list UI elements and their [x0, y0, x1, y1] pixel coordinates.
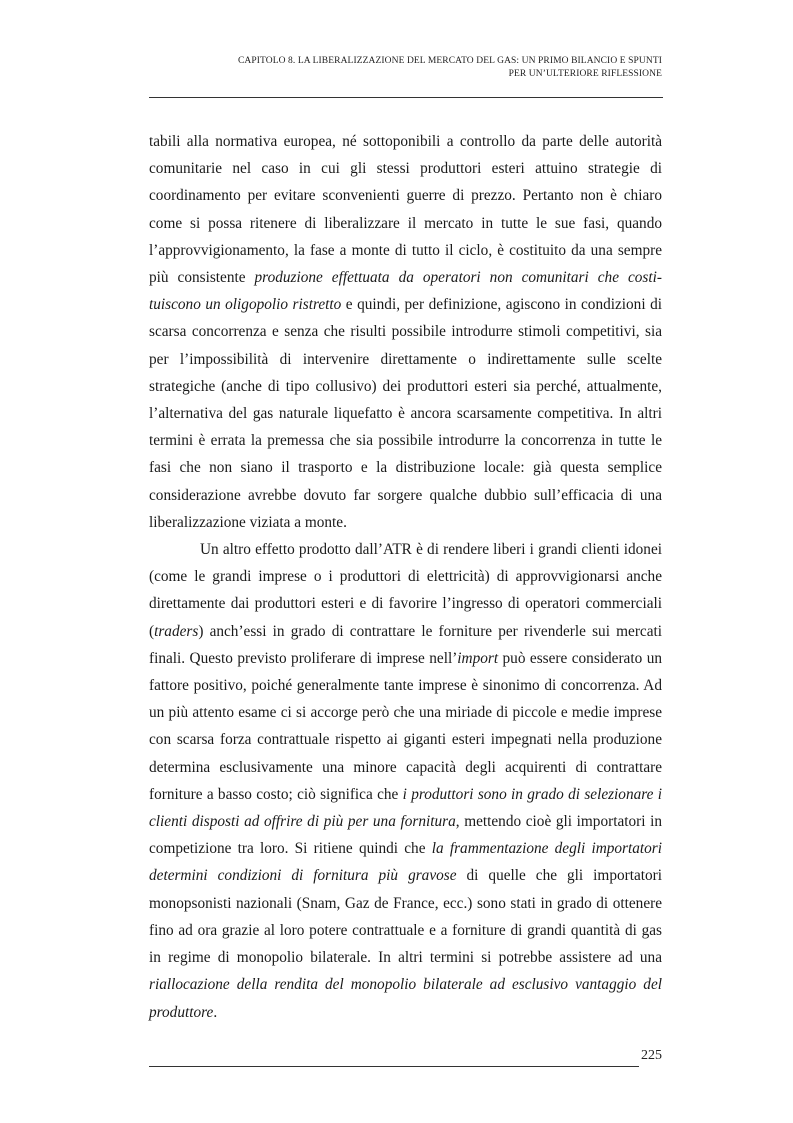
paragraph-1-text: e quindi, per definizione, agiscono in condizioni di scarsa concorrenza e senza che risulti possibile introdurre stimoli competitivi, sia per l’impossibilità di intervenire direttamente o indirettamente sulle scelte strategiche (anche di tipo collusivo) dei produttori esteri sia perché, attualmente, l’alternativa del gas naturale liquefatto è ancora scarsamente competitiva. In altri termini è errata la premessa che sia possibile introdurre la concorrenza in tutte le fasi che non siano il trasporto e la distribuzione locale: già questa semplice considerazione avrebbe dovuto far sorgere qualche dubbio sull’efficacia di una liberalizzazione viziata a monte.: [149, 296, 662, 531]
running-header-line-1: CAPITOLO 8. LA LIBERALIZZAZIONE DEL MERCATO DEL GAS: UN PRIMO BILANCIO E SPUNTI: [237, 56, 662, 66]
paragraph-2-text: Un altro effetto prodotto dall’ATR è di rendere liberi i grandi clienti idonei (come le grandi imprese o i produttori di elettricità) di approvvigionarsi anche direttamente dai produttori esteri e di favorire l’ingresso di operatori commerciali (: [149, 541, 662, 640]
footer-divider: [149, 1066, 639, 1067]
paragraph-2-text: ) anch’essi in grado di contrattare le forniture per rivenderle sui mercati finali. Questo previsto proliferare di imprese nell’: [149, 622, 662, 667]
running-header-line-2: PER UN’ULTERIORE RIFLESSIONE: [508, 69, 662, 79]
paragraph-1: [149, 128, 662, 536]
paragraph-2-emphasis: i produttori sono in grado di selezionare i clienti disposti ad offrire di più per una fornitura: [149, 785, 662, 831]
paragraph-2-text: , mettendo cioè gli importatori in competizione tra loro. Si ritiene quindi che: [149, 813, 663, 858]
paragraph-2-emphasis: riallocazione della rendita del monopolio bilaterale ad esclusivo vantaggio del produttore: [149, 976, 662, 1021]
paragraph-1-text: tabili alla normativa europea, né sottoponibili a controllo da parte delle autorità comunitarie nel caso in cui gli stessi produttori esteri attuino strategie di coordinamento per evitare sconvenienti guerre di prezzo. Pertanto non è chiaro come si possa ritenere di liberalizzare il mercato in tutte le sue fasi, quando l’approvvigionamento, la fase a monte di tutto il ciclo, è costituito da una sempre più consistente: [149, 133, 662, 287]
paragraph-2-text: .: [213, 1003, 218, 1021]
paragraph-1-emphasis: produzione effettuata da operatori non comunitari che costituiscono un oligopolio ristretto: [149, 269, 662, 314]
paragraph-2: [149, 536, 662, 1026]
body-text: [149, 128, 662, 1026]
paragraph-2-emphasis: traders: [154, 622, 199, 640]
paragraph-2-emphasis: import: [457, 649, 499, 667]
paragraph-2-emphasis: la frammentazione degli importatori determini condizioni di fornitura più gravose: [149, 840, 662, 885]
paragraph-2-text: di quelle che gli importatori monopsonisti nazionali (Snam, Gaz de France, ecc.) sono stati in grado di ottenere fino ad ora grazie al loro potere contrattuale e a forniture di grandi quantità di gas in regime di monopolio bilaterale. In altri termini si potrebbe assistere ad una: [149, 867, 663, 967]
paragraph-2-text: può essere considerato un fattore positivo, poiché generalmente tante imprese è sinonimo di concorrenza. Ad un più attento esame ci si accorge però che una miriade di piccole e medie imprese con scarsa forza contrattuale rispetto ai giganti esteri impegnati nella produzione determina esclusivamente una minore capacità degli acquirenti di contrattare forniture a basso costo; ciò significa che: [149, 649, 662, 803]
header-divider: [149, 97, 663, 98]
page-number: 225: [641, 1048, 662, 1063]
running-header: [102, 55, 662, 81]
